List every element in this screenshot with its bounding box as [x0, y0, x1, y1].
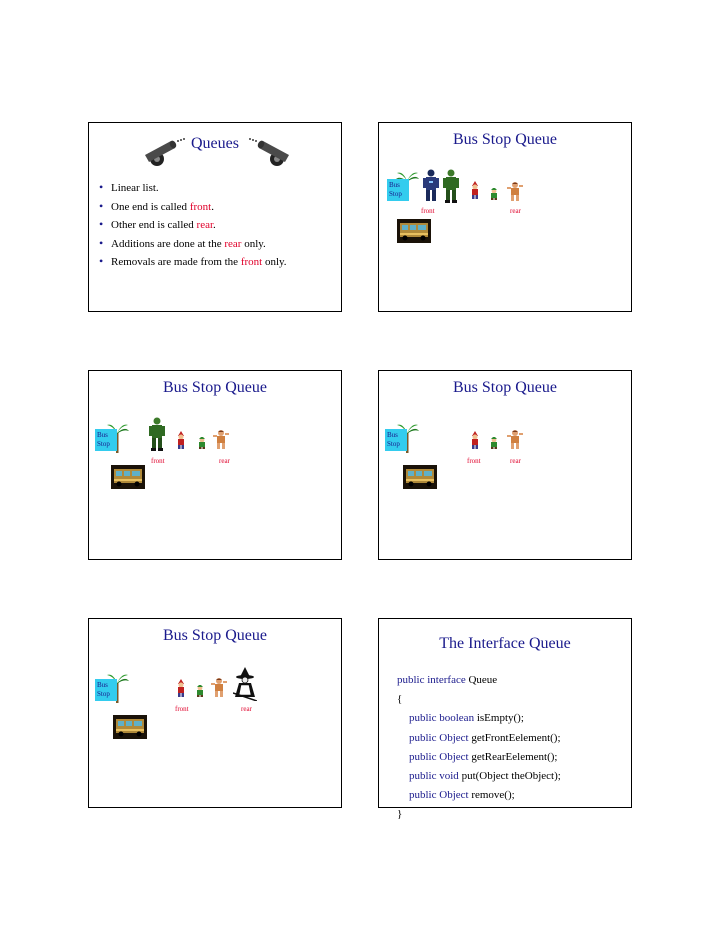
slide-bus-stop-queue-4 [88, 618, 342, 808]
bullet-text: Linear list. [111, 182, 159, 194]
bus-stop-sign: Bus Stop [385, 429, 407, 451]
code-line [397, 690, 561, 709]
front-label: front [421, 207, 435, 215]
bullet-text: Additions are done at the [111, 237, 225, 250]
slide-bus-stop-queue-3 [378, 370, 632, 560]
code-text: put(Object theObject); [461, 770, 561, 783]
elf-icon [489, 188, 499, 200]
bullet-item [99, 235, 287, 254]
rear-label: rear [241, 705, 252, 713]
soldier-icon [443, 169, 459, 203]
code-line [397, 748, 561, 767]
code-line [397, 805, 561, 824]
bullet-text: . [211, 200, 214, 213]
front-label: front [151, 457, 165, 465]
slide-title: Bus Stop Queue [453, 379, 557, 396]
rear-label: rear [510, 457, 521, 465]
caveman-icon [507, 429, 523, 449]
bullet-item [99, 253, 287, 272]
slide-title: Bus Stop Queue [453, 131, 557, 148]
soldier-icon [149, 417, 165, 451]
bullet-text: . [213, 219, 216, 231]
code-line [397, 709, 561, 728]
code-keyword: public Object [409, 731, 472, 744]
code-line [397, 767, 561, 786]
gnome-icon [469, 181, 481, 199]
gnome-icon [175, 431, 187, 449]
bullet-list [99, 179, 287, 272]
bullet-item [99, 179, 287, 198]
code-text: remove(); [471, 789, 515, 802]
bus-stop-sign: Bus Stop [95, 429, 117, 451]
bus-icon [113, 715, 147, 739]
bus-icon [111, 465, 145, 489]
bullet-dot-icon: • [99, 235, 104, 250]
slide-title: Bus Stop Queue [163, 379, 267, 396]
gnome-icon [175, 679, 187, 697]
elf-icon [195, 685, 205, 697]
bus-icon [403, 465, 437, 489]
bullet-dot-icon: • [99, 254, 104, 268]
caveman-icon [507, 181, 523, 201]
slide-title: The Interface Queue [439, 635, 571, 652]
bullet-text: One end is called [111, 200, 190, 213]
code-text: } [397, 808, 403, 821]
slide-queues [88, 122, 342, 312]
elf-icon [489, 437, 499, 449]
caveman-icon [213, 429, 229, 449]
bullet-text: only. [262, 256, 287, 268]
code-block [397, 671, 561, 825]
slide-bus-stop-queue-1 [378, 122, 632, 312]
code-line [397, 671, 561, 690]
code-line [397, 786, 561, 805]
bullet-item [99, 198, 287, 217]
slide-interface-queue [378, 618, 632, 821]
bus-icon [397, 219, 431, 243]
code-keyword: public void [409, 770, 462, 783]
bullet-text: Removals are made from the [111, 256, 241, 268]
slide-title: Queues [191, 135, 239, 152]
code-text: { [397, 693, 403, 706]
highlight-text: rear [196, 219, 214, 231]
bus-stop-sign: Bus Stop [387, 179, 409, 201]
front-label: front [175, 705, 189, 713]
caveman-icon [211, 677, 227, 697]
front-label: front [467, 457, 481, 465]
slide-title: Bus Stop Queue [163, 627, 267, 644]
highlight-text: front [240, 256, 263, 268]
bullet-dot-icon: • [99, 198, 104, 213]
bus-stop-sign: Bus Stop [95, 679, 117, 701]
code-text: isEmpty(); [476, 712, 524, 725]
bullet-dot-icon: • [99, 217, 104, 231]
cannon-right-icon [249, 137, 293, 167]
code-line [397, 729, 561, 748]
highlight-text: rear [224, 237, 242, 250]
gnome-icon [469, 431, 481, 449]
bullet-item [99, 216, 287, 235]
ninja-icon [423, 169, 439, 203]
highlight-text: front [189, 200, 212, 213]
code-keyword: public Object [409, 750, 472, 763]
slide-bus-stop-queue-2 [88, 370, 342, 560]
code-text: Queue [468, 674, 498, 686]
code-keyword: public Object [409, 789, 472, 802]
rear-label: rear [510, 207, 521, 215]
bullet-text: Other end is called [111, 219, 197, 231]
code-text: getFrontEelement(); [471, 731, 561, 744]
bullet-dot-icon: • [99, 180, 104, 194]
code-text: getRearEelement(); [471, 750, 558, 763]
elf-icon [197, 437, 207, 449]
code-keyword: public interface [397, 674, 469, 686]
witch-icon [233, 667, 257, 701]
bullet-text: only. [241, 237, 266, 250]
code-keyword: public boolean [409, 712, 477, 725]
rear-label: rear [219, 457, 230, 465]
